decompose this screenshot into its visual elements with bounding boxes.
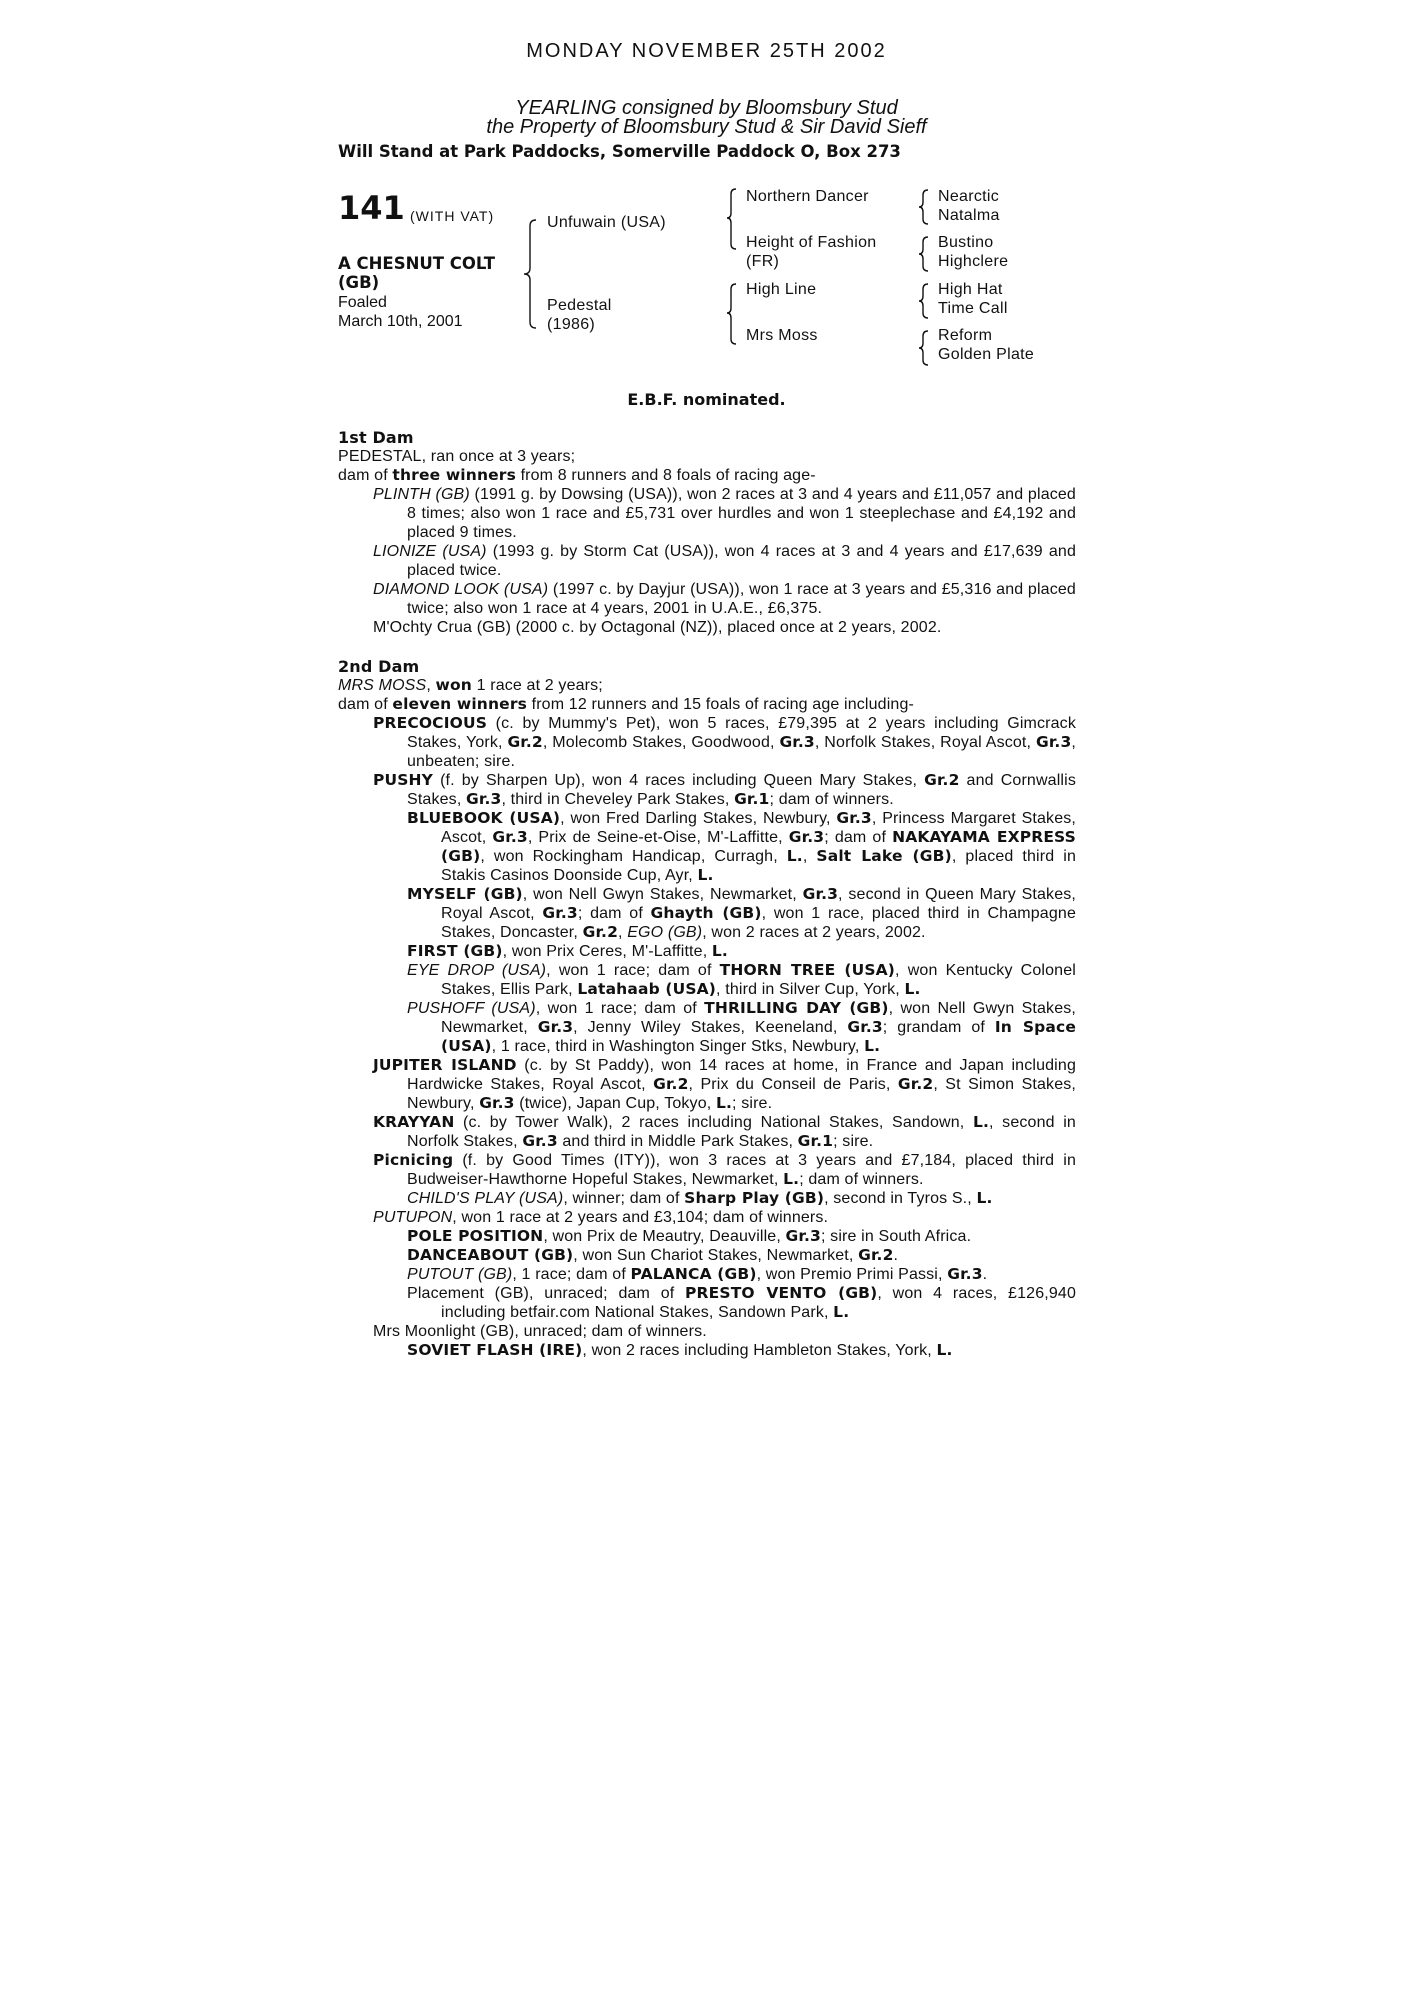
pedigree-g7: Reform <box>938 327 993 344</box>
grade: Gr.2 <box>858 1246 894 1264</box>
produce-entry: Mrs Moonlight (GB), unraced; dam of winners. <box>373 1323 707 1340</box>
horse-origin: (GB) <box>338 273 380 292</box>
horse-name: KRAYYAN <box>373 1113 455 1131</box>
horse-name: PUTUPON <box>373 1209 453 1226</box>
pedigree-g8: Golden Plate <box>938 346 1035 363</box>
text: ; grandam of <box>882 1019 995 1036</box>
produce-entry <box>373 1151 1076 1189</box>
text: , won Prix de Meautry, Deauville, <box>543 1228 786 1245</box>
grade: L. <box>833 1303 850 1321</box>
grade: Gr.3 <box>537 1018 574 1036</box>
produce-entry <box>407 809 1076 885</box>
text: , won 1 race; dam of <box>546 962 720 979</box>
grade: L. <box>711 942 728 960</box>
dam-year: (1986) <box>547 316 596 333</box>
second-dam-produce-summary <box>338 695 1076 714</box>
text: , won Rockingham Handicap, Curragh, <box>480 848 787 865</box>
horse-name: POLE POSITION <box>407 1227 544 1245</box>
produce-entry <box>407 885 1076 942</box>
produce-entry <box>407 1284 1076 1322</box>
text: , St Simon Stakes, Newbury, <box>407 1076 1076 1112</box>
horse-name: FIRST (GB) <box>407 942 503 960</box>
pedigree-g4: Highclere <box>938 253 1009 270</box>
pedigree-g5: High Hat <box>938 281 1003 298</box>
text: , won 2 races at 2 years, 2002. <box>702 924 926 941</box>
text: , winner; dam of <box>563 1190 685 1207</box>
text: , Princess Margaret Stakes, Ascot, <box>441 810 1076 846</box>
horse-name: Salt Lake (GB) <box>816 847 952 865</box>
text: , third in Silver Cup, York, <box>716 981 905 998</box>
grade: L. <box>936 1341 953 1359</box>
grade: Gr.3 <box>479 1094 515 1112</box>
first-dam-produce-summary <box>338 466 1076 485</box>
text: won <box>435 676 472 694</box>
grade: Gr.2 <box>582 923 619 941</box>
pedigree-brace-main <box>522 218 542 330</box>
grade: L. <box>697 866 714 884</box>
grade: Gr.2 <box>897 1075 934 1093</box>
text: , <box>802 848 817 865</box>
text: , unbeaten; sire. <box>407 734 1076 770</box>
sire-dam-origin: (FR) <box>746 253 780 270</box>
horse-name: PRECOCIOUS <box>373 714 488 732</box>
text: . <box>982 1266 988 1283</box>
horse-name: BLUEBOOK (USA) <box>407 809 561 827</box>
produce-entry <box>373 1208 1076 1227</box>
first-dam-section <box>338 428 1076 637</box>
produce-entry <box>407 1189 1076 1208</box>
second-dam-heading: 2nd Dam <box>338 657 420 676</box>
text: , placed third in Stakis Casinos Doonside Cup, Ayr, <box>441 848 1076 884</box>
text: (f. by Good Times (ITY)), won 3 races at 3 years and £7,184, placed third in Budweiser-Hawthorne Hopeful Stakes, Newmarket, <box>407 1152 1076 1188</box>
text: , won 1 race at 2 years and £3,104; dam of winners. <box>452 1209 829 1226</box>
produce-entry <box>407 1265 1076 1284</box>
text: , Molecomb Stakes, Goodwood, <box>542 734 780 751</box>
grade: Gr.3 <box>466 790 502 808</box>
text: from 12 runners and 15 foals of racing age including- <box>527 696 914 713</box>
grade: L. <box>715 1094 733 1112</box>
pedigree-g3: Bustino <box>938 234 994 251</box>
horse-name: THRILLING DAY (GB) <box>704 999 889 1017</box>
text: (c. by St Paddy), won 14 races at home, in France and Japan including Hardwicke Stakes, Royal Ascot, <box>407 1057 1076 1093</box>
horse-name: DIAMOND LOOK (USA) <box>373 581 549 598</box>
produce-entry <box>373 580 1076 618</box>
text: ; sire in South Africa. <box>820 1228 972 1245</box>
grade: L. <box>864 1037 881 1055</box>
text: 1 race at 2 years; <box>471 677 603 694</box>
second-dam-section <box>338 657 1076 1360</box>
grade: Gr.2 <box>924 771 960 789</box>
horse-name: MYSELF (GB) <box>407 885 523 903</box>
text: Placement (GB), unraced; dam of <box>407 1285 686 1302</box>
grade: L. <box>972 1113 990 1131</box>
pedigree-brace-dam <box>726 282 740 346</box>
horse-name: EGO (GB) <box>627 924 703 941</box>
produce-entry <box>373 714 1076 771</box>
grade: Gr.3 <box>1035 733 1072 751</box>
horse-name: Ghayth (GB) <box>650 904 762 922</box>
horse-name: EYE DROP (USA) <box>407 962 547 979</box>
sire-dam-line: Height of Fashion <box>746 234 877 251</box>
horse-name: Latahaab (USA) <box>577 980 717 998</box>
text: , won Nell Gwyn Stakes, Newmarket, <box>441 1000 1076 1036</box>
horse-name: DANCEABOUT (GB) <box>407 1246 574 1264</box>
second-dam-record <box>338 676 1076 695</box>
text: , <box>426 677 436 694</box>
grade: Gr.3 <box>836 809 872 827</box>
text: , 1 race; dam of <box>512 1266 631 1283</box>
grade: Gr.3 <box>785 1227 821 1245</box>
produce-entry <box>373 771 1076 809</box>
text: , won 1 race; dam of <box>535 1000 705 1017</box>
text: ; sire. <box>833 1133 874 1150</box>
horse-name: MRS MOSS <box>338 677 427 694</box>
horse-name: In Space (USA) <box>441 1018 1076 1055</box>
text: ; sire. <box>732 1095 773 1112</box>
text: (1993 g. by Storm Cat (USA)), won 4 races at 3 and 4 years and £17,639 and placed twice. <box>407 543 1076 579</box>
text: (1997 c. by Dayjur (USA)), won 1 race at 3 years and £5,316 and placed twice; also won 1 race at 4 years, 2001 in U.A.E., £6,375. <box>407 581 1076 617</box>
horse-name-line: A CHESNUT COLT <box>338 254 495 273</box>
grade: Gr.3 <box>947 1265 983 1283</box>
text: , won 4 races, £126,940 including betfair.com National Stakes, Sandown Park, <box>441 1285 1076 1321</box>
foaled-value: March 10th, 2001 <box>338 313 463 330</box>
grade: Gr.3 <box>542 904 578 922</box>
text: (c. by Tower Walk), 2 races including National Stakes, Sandown, <box>454 1114 973 1131</box>
text: , Prix de Seine-et-Oise, M'-Laffitte, <box>527 829 789 846</box>
text: , Jenny Wiley Stakes, Keeneland, <box>573 1019 848 1036</box>
text: , Norfolk Stakes, Royal Ascot, <box>814 734 1036 751</box>
pedigree-brace-sire <box>726 187 740 251</box>
grade: Gr.3 <box>788 828 825 846</box>
foaled-date <box>338 293 463 331</box>
produce-entry <box>373 1056 1076 1113</box>
text: , won Sun Chariot Stakes, Newmarket, <box>573 1247 859 1264</box>
text: ; dam of winners. <box>799 1171 924 1188</box>
horse-description <box>338 254 528 292</box>
winners-count: eleven winners <box>392 695 527 713</box>
horse-name: SOVIET FLASH (IRE) <box>407 1341 583 1359</box>
dam-dam-name: Mrs Moss <box>746 327 818 344</box>
grade: L. <box>904 980 921 998</box>
horse-name: Sharp Play (GB) <box>684 1189 825 1207</box>
text: and Cornwallis Stakes, <box>407 772 1076 808</box>
produce-entry <box>407 1341 1076 1360</box>
sire-sire-name: Northern Dancer <box>746 188 869 205</box>
produce-entry <box>373 485 1076 542</box>
text: from 8 runners and 8 foals of racing age- <box>515 467 816 484</box>
text: , third in Cheveley Park Stakes, <box>501 791 735 808</box>
text: and third in Middle Park Stakes, <box>557 1133 798 1150</box>
text: ; dam of <box>824 829 893 846</box>
text: , won Prix Ceres, M'-Laffitte, <box>502 943 712 960</box>
lot-number: 141 <box>338 189 405 227</box>
horse-name: THORN TREE (USA) <box>719 961 896 979</box>
text: dam of <box>338 467 393 484</box>
text: , <box>618 924 628 941</box>
horse-name: Picnicing <box>373 1151 454 1169</box>
grade: Gr.3 <box>779 733 815 751</box>
grade: Gr.1 <box>734 790 770 808</box>
ebf-note: E.B.F. nominated. <box>627 390 786 409</box>
horse-name: PLINTH (GB) <box>373 486 470 503</box>
grade: L. <box>783 1170 800 1188</box>
first-dam-record: PEDESTAL, ran once at 3 years; <box>338 448 576 465</box>
produce-entry <box>407 1246 1076 1265</box>
dam-name <box>547 296 612 334</box>
grade: Gr.2 <box>653 1075 689 1093</box>
text: ; dam of winners. <box>769 791 894 808</box>
dam-name-line: Pedestal <box>547 297 612 314</box>
sire-dam-name <box>746 233 877 271</box>
grade: Gr.3 <box>522 1132 558 1150</box>
pedigree-brace-g1 <box>918 188 932 226</box>
winners-count: three winners <box>392 466 516 484</box>
grade: Gr.3 <box>492 828 528 846</box>
text: (twice), Japan Cup, Tokyo, <box>514 1095 716 1112</box>
produce-entry <box>373 1113 1076 1151</box>
pedigree-brace-g3 <box>918 282 932 320</box>
vat-note: (WITH VAT) <box>410 208 495 224</box>
grade: Gr.3 <box>802 885 839 903</box>
sale-date: MONDAY NOVEMBER 25TH 2002 <box>526 40 887 62</box>
text: , Prix du Conseil de Paris, <box>688 1076 898 1093</box>
horse-name: NAKAYAMA EXPRESS (GB) <box>441 828 1076 865</box>
produce-entry: M'Ochty Crua (GB) (2000 c. by Octagonal (NZ)), placed once at 2 years, 2002. <box>373 619 942 636</box>
pedigree-g1: Nearctic <box>938 188 1000 205</box>
text: , won Fred Darling Stakes, Newbury, <box>560 810 837 827</box>
foaled-label: Foaled <box>338 294 387 311</box>
horse-name: PUSHY <box>373 771 434 789</box>
horse-name: PUTOUT (GB) <box>407 1266 513 1283</box>
text: dam of <box>338 696 393 713</box>
text: , won 1 race, placed third in Champagne Stakes, Doncaster, <box>441 905 1076 941</box>
pedigree-g6: Time Call <box>938 300 1008 317</box>
dam-sire-name: High Line <box>746 281 817 298</box>
stand-location: Will Stand at Park Paddocks, Somerville Paddock O, Box 273 <box>338 142 901 161</box>
text: (1991 g. by Dowsing (USA)), won 2 races at 3 and 4 years and £11,057 and placed 8 times; also won 1 race and £5,731 over hurdles and won 1 steeplechase and £4,192 and placed 9 times. <box>407 486 1076 541</box>
produce-entry <box>407 999 1076 1056</box>
horse-name: LIONIZE (USA) <box>373 543 487 560</box>
text: , 1 race, third in Washington Singer Stks, Newbury, <box>491 1038 865 1055</box>
sire-name: Unfuwain (USA) <box>547 214 666 231</box>
first-dam-heading: 1st Dam <box>338 428 414 447</box>
produce-entry <box>407 961 1076 999</box>
text: (c. by Mummy's Pet), won 5 races, £79,395 at 2 years including Gimcrack Stakes, York, <box>407 715 1076 751</box>
consignor-block <box>0 99 1413 137</box>
horse-name: PALANCA (GB) <box>630 1265 757 1283</box>
horse-name: CHILD'S PLAY (USA) <box>407 1190 564 1207</box>
grade: Gr.1 <box>797 1132 834 1150</box>
text: ; dam of <box>577 905 651 922</box>
text: , won Nell Gwyn Stakes, Newmarket, <box>522 886 803 903</box>
produce-entry <box>407 1227 1076 1246</box>
pedigree-g2: Natalma <box>938 207 1000 224</box>
horse-name: PUSHOFF (USA) <box>407 1000 536 1017</box>
pedigree-brace-g2 <box>918 235 932 273</box>
text: (f. by Sharpen Up), won 4 races including Queen Mary Stakes, <box>433 772 925 789</box>
horse-name: PRESTO VENTO (GB) <box>685 1284 878 1302</box>
grade: L. <box>976 1189 993 1207</box>
grade: L. <box>786 847 803 865</box>
text: . <box>893 1247 899 1264</box>
pedigree-brace-g4 <box>918 329 932 367</box>
produce-entry <box>373 542 1076 580</box>
property-line: the Property of Bloomsbury Stud & Sir David Sieff <box>486 116 927 138</box>
consignor-line: YEARLING consigned by Bloomsbury Stud <box>515 97 898 119</box>
text: , won Premio Primi Passi, <box>756 1266 948 1283</box>
text: , won 2 races including Hambleton Stakes, York, <box>582 1342 937 1359</box>
grade: Gr.3 <box>847 1018 883 1036</box>
text: , won Kentucky Colonel Stakes, Ellis Park, <box>441 962 1076 998</box>
text: , second in Tyros S., <box>824 1190 977 1207</box>
grade: Gr.2 <box>507 733 543 751</box>
text: , second in Queen Mary Stakes, Royal Ascot, <box>441 886 1076 922</box>
produce-entry <box>407 942 1076 961</box>
text: , second in Norfolk Stakes, <box>407 1114 1076 1150</box>
horse-name: JUPITER ISLAND <box>373 1056 517 1074</box>
